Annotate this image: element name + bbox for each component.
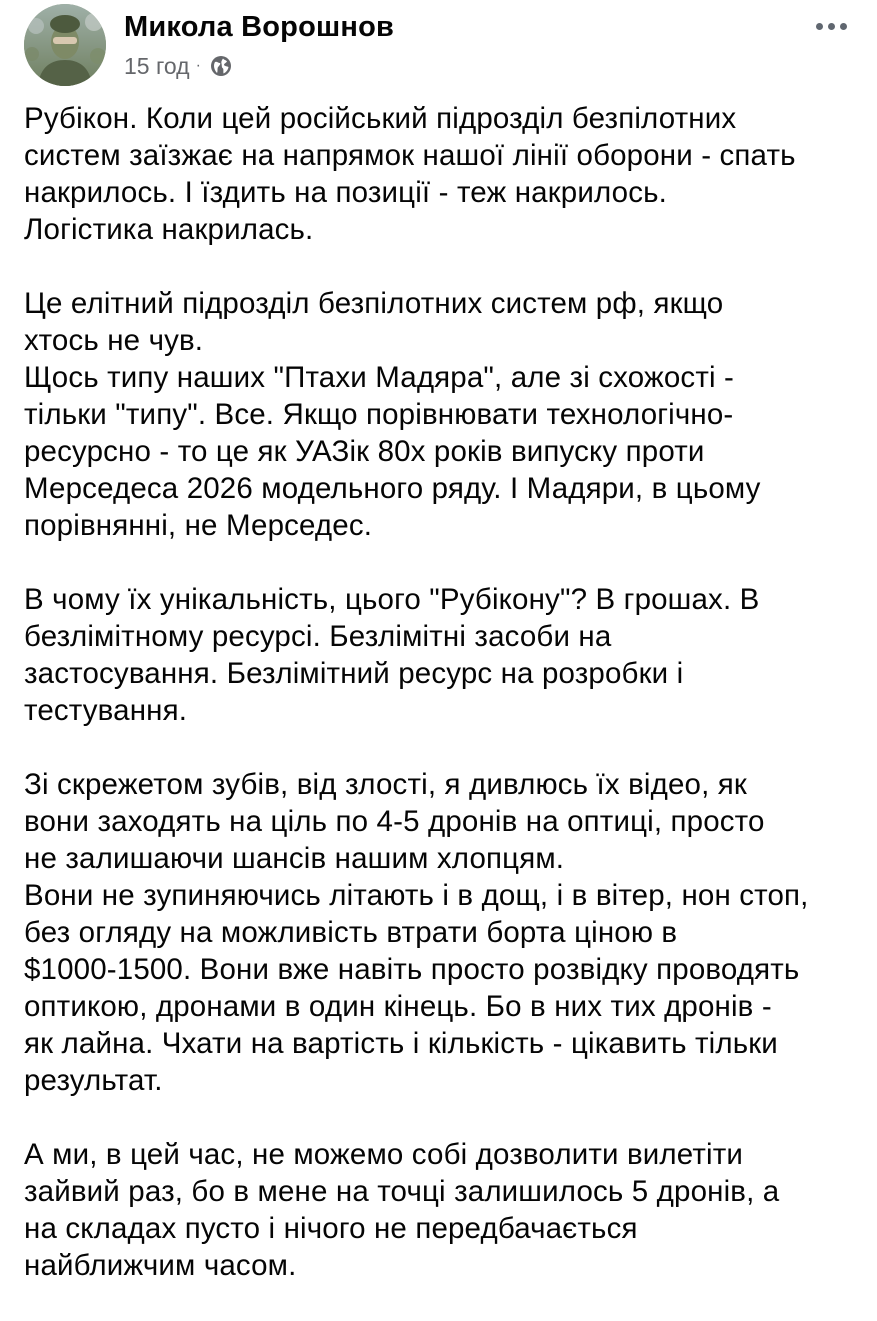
more-options-button[interactable] xyxy=(809,12,853,40)
post-text-line: тестування. xyxy=(24,694,188,727)
post-text-line: накрилось. І їздить на позиції - теж накрилось. xyxy=(24,176,667,209)
post-text-line: Щось типу наших "Птахи Мадяра", але зі схожості - xyxy=(24,361,735,394)
post-text-line: як лайна. Чхати на вартість і кількість - цікавить тільки xyxy=(24,1027,778,1060)
avatar-image xyxy=(24,4,106,86)
post-text-line: оптикою, дронами в один кінець. Бо в них тих дронів - xyxy=(24,990,772,1023)
post-text-line: не залишаючи шансів нашим хлопцям. xyxy=(24,842,565,875)
post-text-line: тільки "типу". Все. Якщо порівнювати технологічно- xyxy=(24,398,734,431)
post-text-line: систем заїзжає на напрямок нашої лінії оборони - спать xyxy=(24,139,796,172)
post-text-line: результат. xyxy=(24,1064,163,1097)
globe-icon[interactable] xyxy=(209,54,233,78)
post-text-line: $1000-1500. Вони вже навіть просто розвідку проводять xyxy=(24,953,800,986)
post-paragraph xyxy=(24,1136,864,1284)
post-text-line: найближчим часом. xyxy=(24,1249,297,1282)
post-time[interactable]: 15 год xyxy=(124,52,190,79)
post-text-line: Мерседеса 2026 модельного ряду. І Мадяри, в цьому xyxy=(24,472,761,505)
post-text-line: Це елітний підрозділ безпілотних систем рф, якщо xyxy=(24,287,724,320)
post-paragraph xyxy=(24,581,864,729)
post-paragraph xyxy=(24,766,864,1099)
meta-separator: · xyxy=(195,57,201,74)
more-horizontal-icon-dot xyxy=(816,23,823,30)
post-text xyxy=(24,100,864,1321)
post-text-line: хтось не чув. xyxy=(24,324,204,357)
post-text-line: зайвий раз, бо в мене на точці залишилось 5 дронів, а xyxy=(24,1175,780,1208)
post-text-line: Рубікон. Коли цей російський підрозділ безпілотних xyxy=(24,102,737,135)
post-header xyxy=(24,4,853,86)
author-name[interactable]: Микола Ворошнов xyxy=(124,11,395,43)
post-text-line: Вони не зупиняючись літають і в дощ, і в вітер, нон стоп, xyxy=(24,879,809,912)
more-horizontal-icon-dot xyxy=(828,23,835,30)
post-paragraph xyxy=(24,285,864,544)
post-text-line: застосування. Безлімітний ресурс на розробки і xyxy=(24,657,684,690)
post-text-line: безлімітному ресурсі. Безлімітні засоби на xyxy=(24,620,612,653)
post-text-line: без огляду на можливість втрати борта ціною в xyxy=(24,916,678,949)
post-paragraph xyxy=(24,100,864,248)
post-meta xyxy=(124,52,233,80)
post-text-line: на складах пусто і нічого не передбачається xyxy=(24,1212,638,1245)
post-text-line: В чому їх унікальність, цього "Рубікону"? В грошах. В xyxy=(24,583,760,616)
post-text-line: Зі скрежетом зубів, від злості, я дивлюсь їх відео, як xyxy=(24,768,747,801)
post-text-line: порівнянні, не Мерседес. xyxy=(24,509,373,542)
post-text-line: А ми, в цей час, не можемо собі дозволити вилетіти xyxy=(24,1138,743,1171)
post-text-line: Логістика накрилась. xyxy=(24,213,314,246)
post-text-line: вони заходять на ціль по 4-5 дронів на оптиці, просто xyxy=(24,805,765,838)
post-text-line: ресурсно - то це як УАЗік 80х років випуску проти xyxy=(24,435,705,468)
author-avatar[interactable] xyxy=(24,4,106,86)
more-horizontal-icon-dot xyxy=(840,23,847,30)
